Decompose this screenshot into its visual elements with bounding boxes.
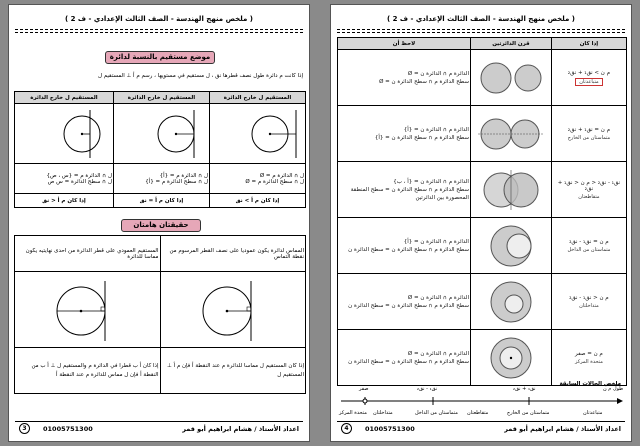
page-left: [8, 4, 310, 442]
footer-phone: 01005751300: [43, 425, 93, 433]
note-line: الدائرة م ∩ الدائرة ن = {أ}: [403, 238, 469, 245]
condition-cell: [551, 218, 626, 274]
intersection-cell: [15, 164, 114, 194]
case-label: متماستان من الداخل: [415, 410, 458, 416]
diameter-perpendicular-diagram: [47, 275, 127, 345]
relation-tag: متماستان من الداخل: [567, 246, 611, 253]
fact-diagram-cell: [15, 272, 161, 348]
intersection-line: ل ∩ سطح الدائرة م = {أ}: [145, 178, 208, 185]
note-line: الدائرة م ∩ الدائرة ن = {أ ، ب}: [393, 178, 469, 185]
note-line: الدائرة م ∩ الدائرة ن = Ø: [407, 294, 469, 301]
condition-text: نق₁ - نق₂ < م ن < نق₁ + نق₂: [557, 179, 621, 192]
header-divider: [337, 29, 625, 30]
diagram-cell: [113, 104, 209, 164]
condition-cell: إذا كان م أ = نق: [113, 194, 209, 208]
col-header: المستقيم ل خارج الدائرة: [209, 92, 305, 104]
table-row: [338, 162, 627, 218]
section-ribbon-line-circle: موضع مستقيم بالنسبة لدائرة: [105, 51, 215, 64]
case-label: متماستان من الخارج: [507, 410, 550, 416]
nested-circles-diagram: [476, 277, 546, 327]
footer-author: اعداد الأستاذ / هشام ابراهيم أبو قمر: [182, 425, 299, 433]
note-cell: [338, 106, 471, 162]
diagram-cell: [470, 218, 551, 274]
note-line: سطح الدائرة م ∩ سطح الدائرة ن = Ø: [379, 78, 469, 85]
table-row: [338, 106, 627, 162]
relation-tag: متماستان من الخارج: [567, 134, 611, 141]
header-divider: [15, 29, 303, 30]
facts-table: [14, 235, 306, 394]
externally-tangent-diagram: [476, 109, 546, 159]
note-cell: [338, 330, 471, 386]
page-header: ( ملخص منهج الهندسة - الصف الثالث الإعدادي - ف 2 ): [64, 15, 253, 23]
two-circles-table: [337, 37, 627, 386]
condition-text: م ن < نق₁ - نق₂: [569, 294, 609, 301]
circle-line-secant-diagram: [52, 106, 112, 162]
page-footer: [337, 421, 625, 435]
intersection-line: ل ∩ الدائرة م = Ø: [259, 172, 304, 179]
case-label: متقاطعتان: [467, 410, 489, 416]
fact-rule: إذا كان المستقيم ل مماسا للدائرة م عند النقطة أ فإن م أ ⊥ المستقيم ل: [160, 348, 306, 394]
intro-text: إذا كانت م دائرة طول نصف قطرها نق ، ل مستقيم في مستويها ، رسم م أ ⊥ المستقيم ل: [97, 73, 303, 79]
relation-tag: متقاطعتان: [578, 193, 600, 200]
note-line: الدائرة م ∩ الدائرة ن = Ø: [407, 70, 469, 77]
case-label: متحدة المركز: [339, 410, 367, 416]
page-right: [330, 4, 632, 442]
condition-text: م ن = نق₁ - نق₂: [569, 238, 609, 245]
col-header: لاحظ أن: [338, 38, 471, 50]
relation-tag: متباعدتان: [575, 78, 602, 86]
intersection-cell: [113, 164, 209, 194]
condition-text: م ن = نق₁ + نق₂: [567, 126, 610, 133]
footer-phone: 01005751300: [365, 425, 415, 433]
case-label: متداخلتان: [373, 410, 393, 416]
note-line: سطح الدائرة م ∩ سطح الدائرة ن = سطح الدائرة ن: [348, 246, 469, 253]
diagram-cell: [470, 274, 551, 330]
separate-circles-diagram: [476, 53, 546, 103]
internally-tangent-diagram: [476, 221, 546, 271]
note-cell: [338, 218, 471, 274]
note-line: الدائرة م ∩ الدائرة ن = Ø: [407, 350, 469, 357]
condition-cell: إذا كان م أ < نق: [15, 194, 114, 208]
diagram-cell: [470, 50, 551, 106]
condition-cell: [551, 330, 626, 386]
intersection-line: ل ∩ الدائرة م = {أ}: [159, 172, 208, 179]
circle-line-outside-diagram: [244, 106, 304, 162]
summary-title: ملخص الحالات السابقة: [559, 381, 621, 387]
condition-text: م ن = صفر: [575, 350, 603, 357]
diagram-cell: [470, 162, 551, 218]
circle-line-tangent-diagram: [148, 106, 208, 162]
line-circle-table: [14, 91, 306, 208]
fact-text: المستقيم العمودي على قطر الدائرة من احدى نهايتيه يكون مماسا للدائرة: [15, 236, 161, 272]
note-cell: [338, 50, 471, 106]
page-number: 4: [341, 423, 352, 434]
relation-tag: متحدة المركز: [574, 358, 603, 365]
col-header: إذا كان: [551, 38, 626, 50]
note-line: سطح الدائرة م ∩ سطح الدائرة ن = {أ}: [374, 134, 469, 141]
header-divider: [15, 32, 303, 33]
condition-cell: [551, 274, 626, 330]
note-cell: [338, 162, 471, 218]
col-header: المستقيم ل خارج الدائرة: [15, 92, 114, 104]
summary-number-line: [337, 394, 627, 408]
fact-diagram-cell: [160, 272, 306, 348]
col-header: قرن الدائرتين: [470, 38, 551, 50]
diagram-cell: [15, 104, 114, 164]
col-header: المستقيم ل خارج الدائرة: [113, 92, 209, 104]
diagram-cell: [470, 330, 551, 386]
intersection-line: ل ∩ الدائرة م = {س ، ص}: [46, 172, 112, 179]
page-header: ( ملخص منهج الهندسة - الصف الثالث الإعدادي - ف 2 ): [386, 15, 575, 23]
condition-cell: [551, 162, 626, 218]
tick-label: طول م ن: [603, 386, 624, 392]
table-row: [338, 218, 627, 274]
section-ribbon-facts: حقيقتان هامتان: [121, 219, 201, 232]
condition-text: م ن > نق₁ + نق₂: [567, 69, 610, 76]
page-number: 3: [19, 423, 30, 434]
intersection-line: ل ∩ سطح الدائرة = س ص: [47, 178, 112, 185]
note-cell: [338, 274, 471, 330]
condition-cell: إذا كان م أ > نق: [209, 194, 305, 208]
note-line: سطح الدائرة م ∩ سطح الدائرة ن = سطح الدائرة ن: [348, 302, 469, 309]
header-divider: [337, 32, 625, 33]
case-label: متباعدتان: [583, 410, 603, 416]
tick-label: نق₁ + نق₂: [513, 386, 536, 392]
tick-label: صفر: [359, 386, 369, 392]
relation-tag: متداخلتان: [579, 302, 599, 309]
tangent-radius-diagram: [193, 275, 273, 345]
diagram-cell: [470, 106, 551, 162]
fact-rule: إذا كان أ ب قطرا في الدائرة م والمستقيم ل ⊥ أ ب من النقطة أ فإن ل مماس للدائرة م عند النقطة أ: [15, 348, 161, 394]
footer-author: اعداد الأستاذ / هشام ابراهيم أبو قمر: [504, 425, 621, 433]
table-row: [338, 274, 627, 330]
concentric-circles-diagram: [476, 333, 546, 383]
tick-label: نق₁ - نق₂: [417, 386, 438, 392]
condition-cell: [551, 50, 626, 106]
fact-text: المماس لدائرة يكون عموديا على نصف القطر المرسوم من نقطة التماس: [160, 236, 306, 272]
condition-cell: [551, 106, 626, 162]
note-line: الدائرة م ∩ الدائرة ن = {أ}: [403, 126, 469, 133]
intersecting-circles-diagram: [476, 165, 546, 215]
intersection-cell: [209, 164, 305, 194]
table-row: [338, 330, 627, 386]
page-footer: [15, 421, 303, 435]
note-line: سطح الدائرة م ∩ سطح الدائرة ن = سطح المنطقة المحصورة بين الدائرتين: [350, 186, 469, 201]
intersection-line: ل ∩ سطح الدائرة م = Ø: [245, 178, 304, 185]
table-row: [338, 50, 627, 106]
diagram-cell: [209, 104, 305, 164]
note-line: سطح الدائرة م ∩ سطح الدائرة ن = سطح الدائرة ن: [348, 358, 469, 365]
